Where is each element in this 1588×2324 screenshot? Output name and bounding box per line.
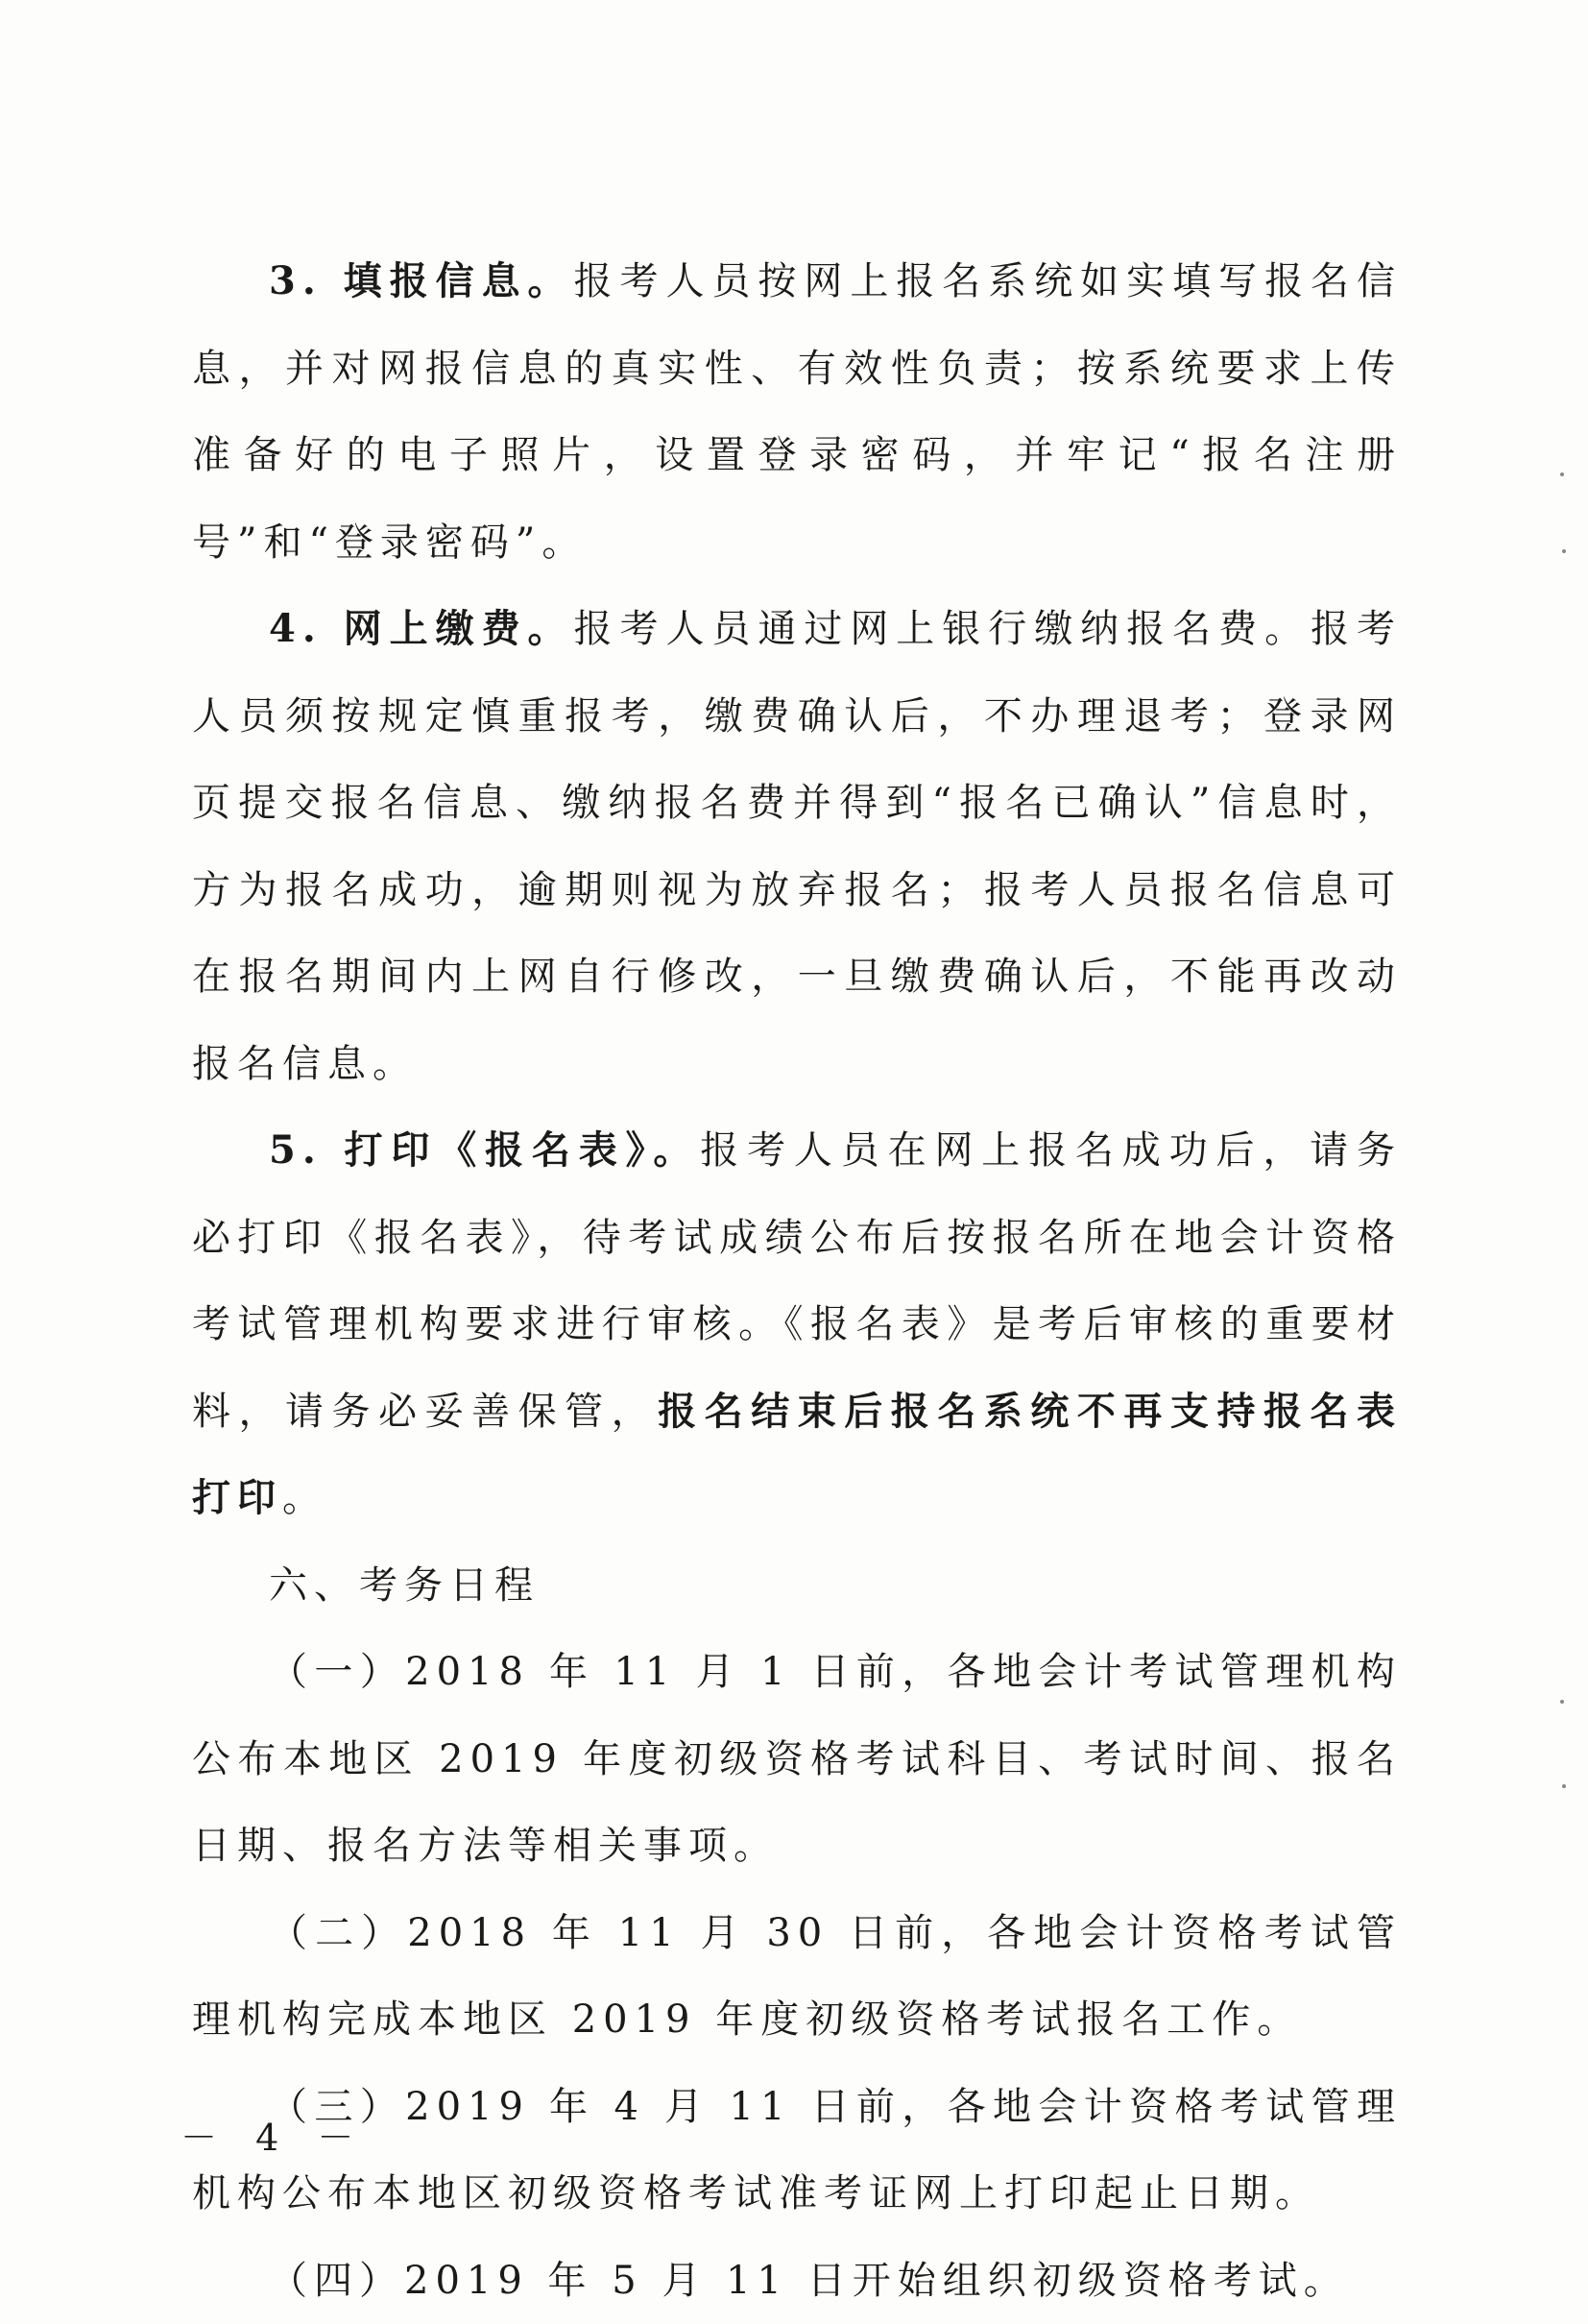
- scan-speck: [1560, 472, 1564, 476]
- schedule-item-1: （一）2018 年 11 月 1 日前，各地会计考试管理机构公布本地区 2019 年度初级资格考试科目、考试时间、报名日期、报名方法等相关事项。: [192, 1629, 1402, 1890]
- item-bold-notice: 报名结束后报名系统不再支持报名表打印: [192, 1389, 1402, 1521]
- scan-speck: [1560, 1700, 1564, 1704]
- scan-speck: [1562, 549, 1566, 553]
- document-body: [192, 238, 1402, 2324]
- item-text: 报考人员在网上报名成功后，请务必打印《报名表》，待考试成绩公布后按报名所在地会计资格考试管理机构要求进行审核。《报名表》是考后审核的重要材料，请务必妥善保管，: [192, 1128, 1402, 1434]
- item-heading: 3. 填报信息。: [269, 258, 574, 303]
- item-heading: 4. 网上缴费。: [269, 606, 574, 651]
- schedule-item-3: （三）2019 年 4 月 11 日前，各地会计资格考试管理机构公布本地区初级资格考试准考证网上打印起止日期。: [192, 2064, 1402, 2238]
- item-text: 报考人员通过网上银行缴纳报名费。报考人员须按规定慎重报考，缴费确认后，不办理退考；登录网页提交报名信息、缴纳报名费并得到“报名已确认”信息时，方为报名成功，逾期则视为放弃报名；报考人员报名信息可在报名期间内上网自行修改，一旦缴费确认后，不能再改动报名信息。: [192, 607, 1402, 1086]
- item-heading: 5. 打印《报名表》。: [269, 1127, 700, 1173]
- scan-speck: [1562, 1784, 1566, 1788]
- item-tail: 。: [282, 1476, 327, 1520]
- item-online-payment: [192, 586, 1402, 1107]
- schedule-item-2: （二）2018 年 11 月 30 日前，各地会计资格考试管理机构完成本地区 2019 年度初级资格考试报名工作。: [192, 1890, 1402, 2064]
- schedule-item-4: （四）2019 年 5 月 11 日开始组织初级资格考试。: [192, 2238, 1402, 2324]
- item-fill-info: [192, 238, 1402, 586]
- section-title: 六、考务日程: [192, 1542, 1402, 1630]
- item-print-form: [192, 1107, 1402, 1542]
- item-text: 报考人员按网上报名系统如实填写报名信息，并对网报信息的真实性、有效性负责；按系统要求上传准备好的电子照片，设置登录密码，并牢记“报名注册号”和“登录密码”。: [192, 259, 1402, 565]
- page-number: － 4 －: [180, 2108, 367, 2161]
